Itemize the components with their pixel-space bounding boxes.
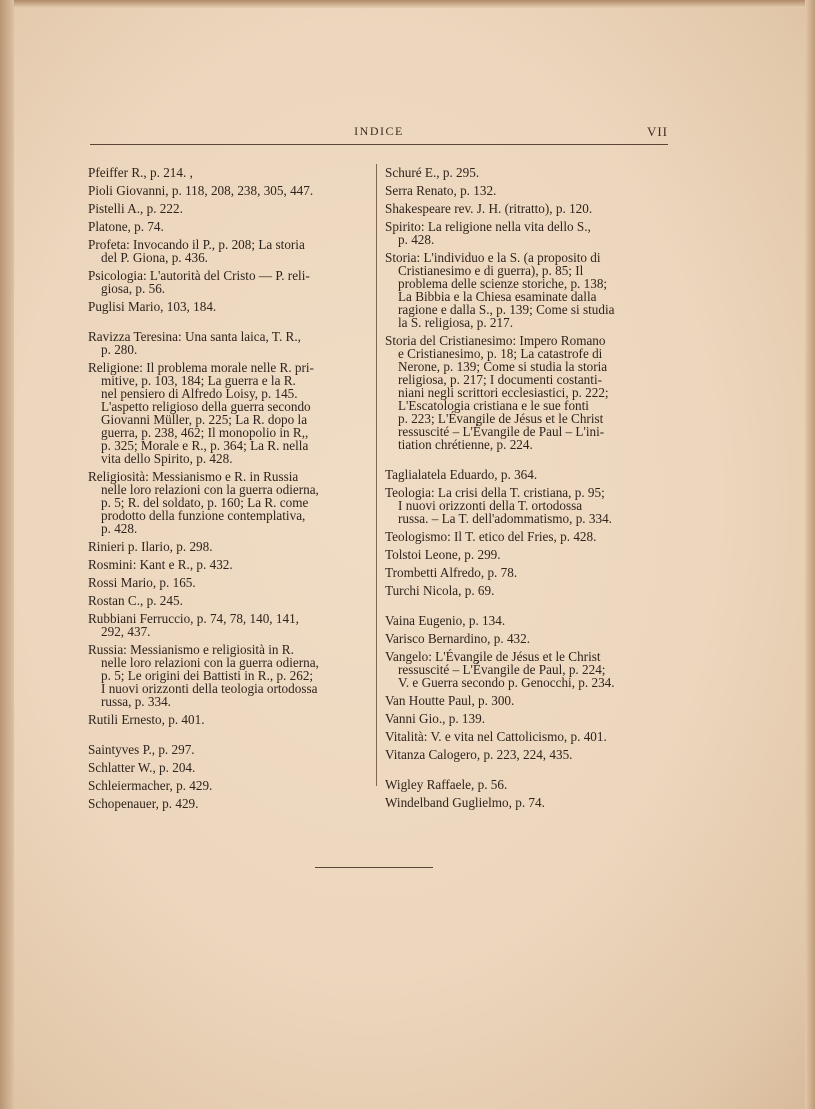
index-column-right <box>385 166 667 814</box>
index-entry: Van Houtte Paul, p. 300. <box>385 693 515 708</box>
index-entry: Varisco Bernardino, p. 432. <box>385 631 531 646</box>
page-right-edge <box>805 0 815 1109</box>
index-entry: Rosmini: Kant e R., p. 432. <box>88 557 233 572</box>
index-entry: Profeta: Invocando il P., p. 208; La storia del P. Giona, p. 436. <box>88 237 305 265</box>
index-entry: Schleiermacher, p. 429. <box>88 778 213 793</box>
page-left-edge <box>0 0 14 1109</box>
header-title: INDICE <box>354 124 404 138</box>
index-entry: Rostan C., p. 245. <box>88 593 183 608</box>
index-entry: Wigley Raffaele, p. 56. <box>385 777 508 792</box>
index-entry: Trombetti Alfredo, p. 78. <box>385 565 518 580</box>
index-entry: Teologismo: Il T. etico del Fries, p. 428. <box>385 529 597 544</box>
index-entry: Vitanza Calogero, p. 223, 224, 435. <box>385 747 573 762</box>
index-entry: Shakespeare rev. J. H. (ritratto), p. 120. <box>385 201 593 216</box>
index-entry: Storia del Cristianesimo: Impero Romano e Cristianesimo, p. 18; La catastrofe di Nerone, p. 139; Come si studia la storia religiosa, p. 217; I documenti costanti- niani negli scrittori ecclesiastici, p. 222; L'Escatologia cristiana e le sue fonti p. 223; L'Évangile de Jésus et le Christ ressuscité – L'Évangile de Paul – L'ini- tiation chrétienne, p. 224. <box>385 333 609 452</box>
index-entry: Pistelli A., p. 222. <box>88 201 183 216</box>
index-entry: Ravizza Teresina: Una santa laica, T. R., p. 280. <box>88 329 301 357</box>
index-entry: Religione: Il problema morale nelle R. pri- mitive, p. 103, 184; La guerra e la R. nel pensiero di Alfredo Loisy, p. 145. L'aspetto religioso della guerra secondo Giovanni Müller, p. 225; La R. dopo la guerra, p. 238, 462; Il monopolio in R,, p. 325; Morale e R., p. 364; La R. nella vita dello Spirito, p. 428. <box>88 360 314 466</box>
index-entry: Turchi Nicola, p. 69. <box>385 583 495 598</box>
index-entry: Windelband Guglielmo, p. 74. <box>385 795 545 810</box>
index-entry: Rutili Ernesto, p. 401. <box>88 712 205 727</box>
running-header <box>90 124 668 146</box>
index-entry: Tolstoi Leone, p. 299. <box>385 547 501 562</box>
index-entry: Saintyves P., p. 297. <box>88 742 195 757</box>
index-entry: Rinieri p. Ilario, p. 298. <box>88 539 213 554</box>
index-entry: Vaina Eugenio, p. 134. <box>385 613 506 628</box>
index-entry: Spirito: La religione nella vita dello S., p. 428. <box>385 219 591 247</box>
index-entry: Schopenauer, p. 429. <box>88 796 199 811</box>
index-entry: Vitalità: V. e vita nel Cattolicismo, p. 401. <box>385 729 607 744</box>
index-entry: Puglisi Mario, 103, 184. <box>88 299 217 314</box>
index-entry: Serra Renato, p. 132. <box>385 183 497 198</box>
header-rule <box>90 144 668 145</box>
index-entry: Taglialatela Eduardo, p. 364. <box>385 467 538 482</box>
footer-rule <box>315 867 433 868</box>
index-entry: Vanni Gio., p. 139. <box>385 711 485 726</box>
index-entry: Storia: L'individuo e la S. (a proposito di Cristianesimo e di guerra), p. 85; Il problema delle scienze storiche, p. 138; La Bibbia e la Chiesa esaminate dalla ragione e dalla S., p. 139; Come si studia la S. religiosa, p. 217. <box>385 250 615 330</box>
index-entry: Platone, p. 74. <box>88 219 164 234</box>
index-entry: Teologia: La crisi della T. cristiana, p. 95; I nuovi orizzonti della T. ortodossa russa. – La T. dell'adommatismo, p. 334. <box>385 485 612 526</box>
page-top-edge <box>0 0 815 8</box>
index-entry: Vangelo: L'Évangile de Jésus et le Christ ressuscité – L'Évangile de Paul, p. 224; V. e Guerra secondo p. Genocchi, p. 234. <box>385 649 615 690</box>
index-entry: Schuré E., p. 295. <box>385 165 480 180</box>
index-entry: Pioli Giovanni, p. 118, 208, 238, 305, 447. <box>88 183 314 198</box>
index-entry: Religiosità: Messianismo e R. in Russia nelle loro relazioni con la guerra odierna, p. 5; R. del soldato, p. 160; La R. come prodotto della funzione contemplativa, p. 428. <box>88 469 319 536</box>
index-entry: Russia: Messianismo e religiosità in R. nelle loro relazioni con la guerra odierna, p. 5; Le origini dei Battisti in R., p. 262; I nuovi orizzonti della teologia ortodossa russa, p. 334. <box>88 642 319 709</box>
index-entry: Schlatter W., p. 204. <box>88 760 196 775</box>
index-entry: Psicologia: L'autorità del Cristo — P. reli- giosa, p. 56. <box>88 268 310 296</box>
index-entry: Rubbiani Ferruccio, p. 74, 78, 140, 141, 292, 437. <box>88 611 299 639</box>
page-number: VII <box>646 124 668 139</box>
index-entry: Rossi Mario, p. 165. <box>88 575 196 590</box>
column-divider <box>376 164 377 786</box>
index-entry: Pfeiffer R., p. 214. , <box>88 165 193 180</box>
index-column-left <box>88 166 372 815</box>
